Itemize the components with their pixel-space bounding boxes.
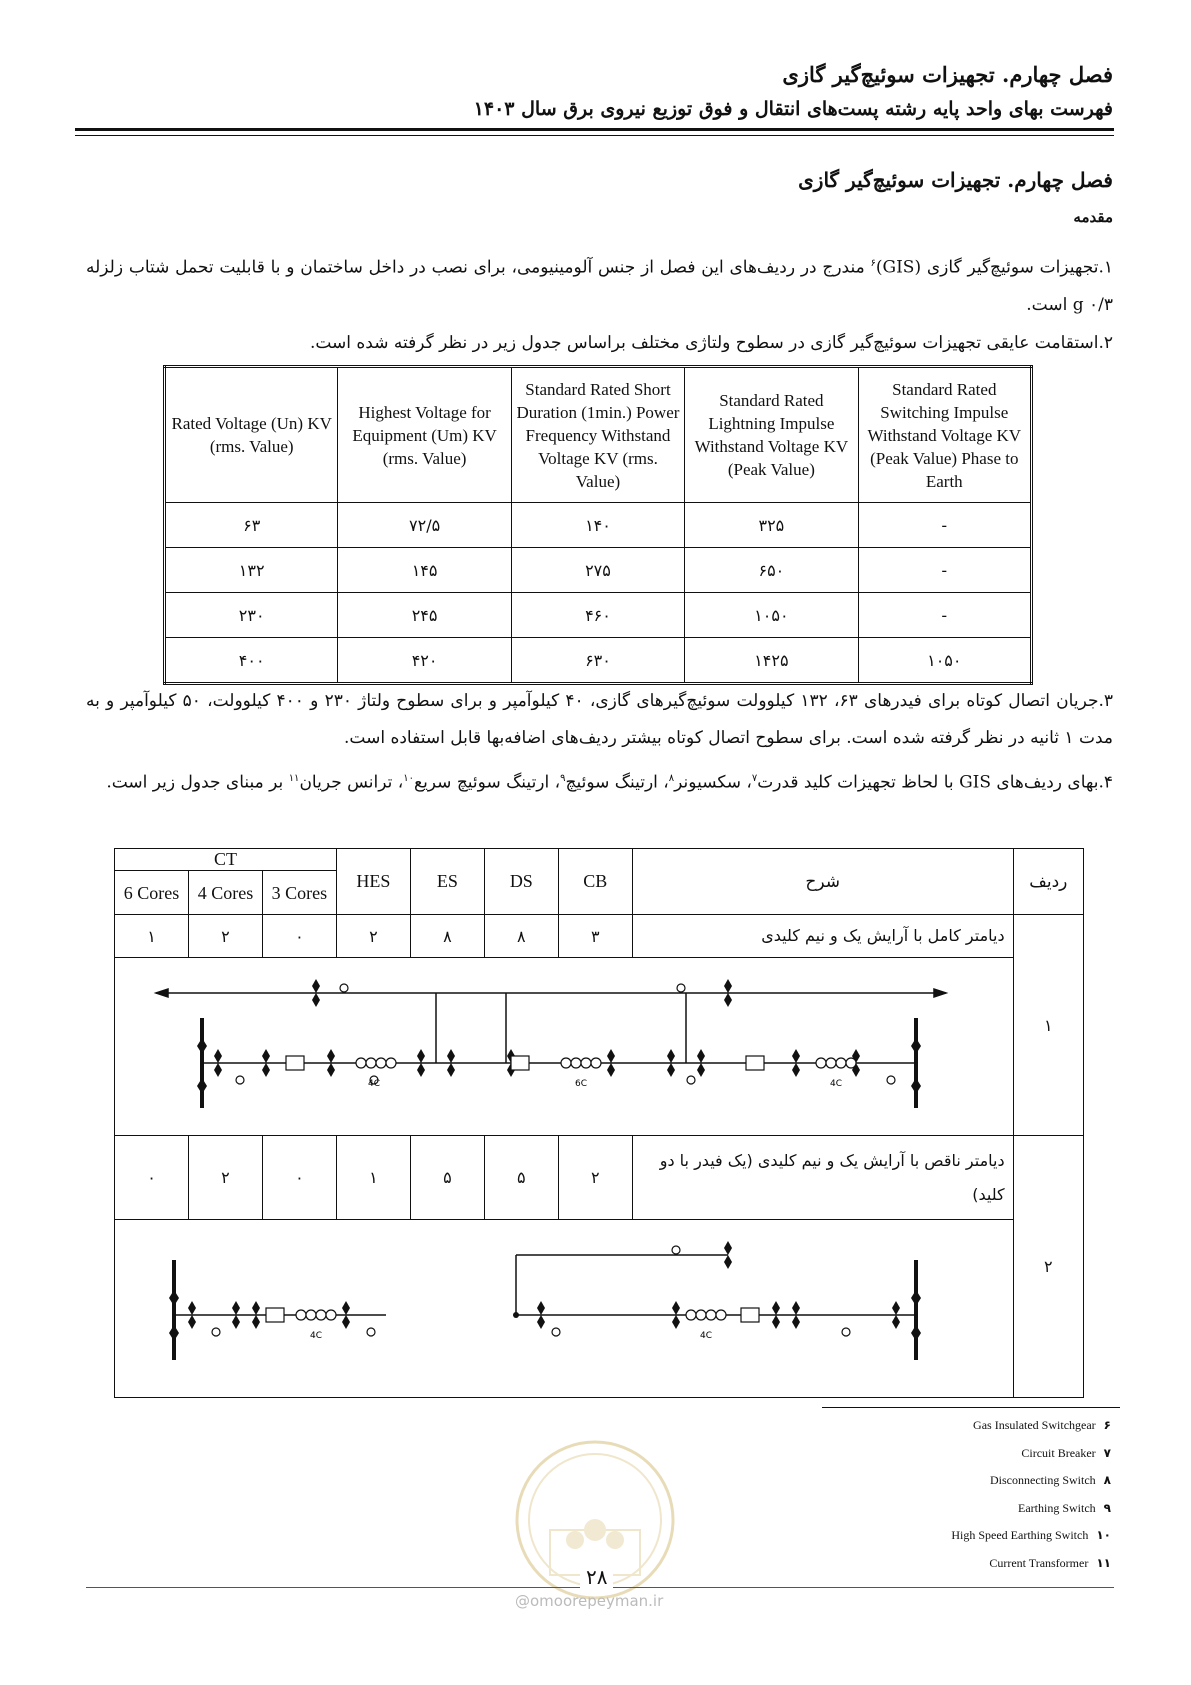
desc-header: شرح — [632, 849, 1013, 915]
section-title: فصل چهارم. تجهیزات سوئیچ‌گیر گازی — [798, 168, 1113, 192]
col-header: Standard Rated Short Duration (1min.) Power Frequency Withstand Voltage KV (rms. Value) — [511, 367, 684, 503]
col-header: Rated Voltage (Un) KV (rms. Value) — [165, 367, 338, 503]
table-cell: - — [858, 593, 1031, 638]
table-row — [165, 593, 1032, 638]
table-cell: ۴۰۰ — [165, 638, 338, 684]
table-cell: ۶۵۰ — [685, 548, 858, 593]
ct-6c-label: 6C — [575, 1079, 588, 1089]
desc-cell: دیامتر ناقص با آرایش یک و نیم کلیدی (یک فیدر با دو کلید) — [632, 1136, 1013, 1220]
ct3-cell: ۰ — [262, 1136, 336, 1220]
table-cell: ۲۷۵ — [511, 548, 684, 593]
table-row — [165, 503, 1032, 548]
footnote-ref: ۶ — [870, 258, 876, 269]
paragraph-4: ۴.بهای ردیف‌های GIS با لحاظ تجهیزات کلید قدرت$^۷$، سکسیونر$^۸$، ارتینگ سوئیچ$^۹$، ارتینگ سوئیچ سریع$^{۱۰}$، ترانس جریان$^{۱۱}$ بر مبنای جدول زیر است. — [106, 772, 1113, 793]
table-row — [115, 1136, 1084, 1220]
table-cell: ۶۳ — [165, 503, 338, 548]
paragraph-3: ۳.جریان اتصال کوتاه برای فیدرهای ۶۳، ۱۳۲ کیلوولت سوئیچ‌گیرهای گازی، ۴۰ کیلوآمپر و برای سطوح ولتاژ ۲۳۰ و ۴۰۰ کیلوولت، ۵۰ کیلوآمپر و به مدت ۱ ثانیه در نظر گرفته شده است. برای سطوح اتصال کوتاه بیشتر ردیف‌های اضافه‌بها قابل استفاده است. — [86, 691, 1114, 748]
table-cell: ۷۲/۵ — [338, 503, 511, 548]
price-list-header: فهرست بهای واحد پایه رشته پست‌های انتقال و فوق توزیع نیروی برق سال ۱۴۰۳ — [473, 98, 1113, 120]
table-cell: ۱۴۲۵ — [685, 638, 858, 684]
ct6-cell: ۰ — [115, 1136, 189, 1220]
col-header: Standard Rated Switching Impulse Withstand Voltage KV (Peak Value) Phase to Earth — [858, 367, 1031, 503]
ct4-header: 4 Cores — [188, 871, 262, 915]
cb-header: CB — [558, 849, 632, 915]
es-cell: ۸ — [410, 915, 484, 958]
table-cell: ۱۴۵ — [338, 548, 511, 593]
ct3-cell: ۰ — [262, 915, 336, 958]
header-rule — [75, 128, 1114, 131]
table-cell: ۱۰۵۰ — [685, 593, 858, 638]
insulation-table — [163, 365, 1033, 685]
ct3-header: 3 Cores — [262, 871, 336, 915]
col-header: Standard Rated Lightning Impulse Withstand Voltage KV (Peak Value) — [685, 367, 858, 503]
ct-4c-label: 4C — [700, 1331, 713, 1341]
row-no-cell: ۲ — [1013, 1136, 1083, 1398]
table-cell: - — [858, 548, 1031, 593]
col-header: Highest Voltage for Equipment (Um) KV (rms. Value) — [338, 367, 511, 503]
es-cell: ۵ — [410, 1136, 484, 1220]
table-cell: ۱۴۰ — [511, 503, 684, 548]
header-rule-thin — [75, 135, 1114, 136]
ct-4c-label: 4C — [368, 1079, 381, 1089]
ct4-cell: ۲ — [188, 1136, 262, 1220]
ds-cell: ۵ — [484, 1136, 558, 1220]
footnote: Disconnecting Switch ۸ — [990, 1473, 1111, 1487]
table-cell: ۲۳۰ — [165, 593, 338, 638]
ct6-header: 6 Cores — [115, 871, 189, 915]
ct-4c-label: 4C — [310, 1331, 323, 1341]
hes-cell: ۱ — [336, 1136, 410, 1220]
cb-cell: ۳ — [558, 915, 632, 958]
table-cell: - — [858, 503, 1031, 548]
table-cell: ۶۳۰ — [511, 638, 684, 684]
row-no-header: ردیف — [1013, 849, 1083, 915]
ct-4c-label: 4C — [830, 1079, 843, 1089]
ct6-cell: ۱ — [115, 915, 189, 958]
paragraph-1: ۱.تجهیزات سوئیچ‌گیر گازی (GIS)$^۶$ مندرج در ردیف‌های این فصل از جنس آلومینیومی، برای نصب در داخل ساختمان و با قابلیت تحمل شتاب زلزله g ۰/۳ است. — [86, 257, 1114, 315]
full-diameter-diagram — [116, 958, 1011, 1130]
table-cell: ۴۶۰ — [511, 593, 684, 638]
ct-header: CT — [115, 849, 337, 871]
single-line-diagram-1 — [115, 958, 1014, 1136]
table-cell: ۱۰۵۰ — [858, 638, 1031, 684]
page-number: ۲۸ — [580, 1565, 613, 1589]
single-line-diagram-2 — [115, 1220, 1014, 1398]
ds-header: DS — [484, 849, 558, 915]
partial-diameter-diagram — [116, 1220, 1011, 1392]
table-cell: ۱۳۲ — [165, 548, 338, 593]
table-cell: ۴۲۰ — [338, 638, 511, 684]
intro-heading: مقدمه — [1073, 208, 1113, 226]
desc-cell: دیامتر کامل با آرایش یک و نیم کلیدی — [632, 915, 1013, 958]
footnote: Gas Insulated Switchgear ۶ — [973, 1418, 1111, 1432]
es-header: ES — [410, 849, 484, 915]
gis-price-table — [114, 848, 1084, 1398]
footnote: Current Transformer ۱۱ — [989, 1556, 1111, 1570]
paragraph-2: ۲.استقامت عایقی تجهیزات سوئیچ‌گیر گازی در سطوح ولتاژی مختلف براساس جدول زیر در نظر گرفته شده است. — [309, 333, 1113, 353]
watermark-text: @omoorepeyman.ir — [515, 1592, 664, 1610]
ds-cell: ۸ — [484, 915, 558, 958]
hes-header: HES — [336, 849, 410, 915]
footnote: High Speed Earthing Switch ۱۰ — [951, 1528, 1111, 1542]
table-cell: ۲۴۵ — [338, 593, 511, 638]
row-no-cell: ۱ — [1013, 915, 1083, 1136]
table-row — [165, 548, 1032, 593]
chapter-header: فصل چهارم. تجهیزات سوئیچ‌گیر گازی — [782, 62, 1113, 87]
footnote: Circuit Breaker ۷ — [1021, 1446, 1111, 1460]
ct4-cell: ۲ — [188, 915, 262, 958]
table-row — [165, 638, 1032, 684]
hes-cell: ۲ — [336, 915, 410, 958]
cb-cell: ۲ — [558, 1136, 632, 1220]
footnote-rule — [822, 1407, 1120, 1408]
footnote: Earthing Switch ۹ — [1018, 1501, 1111, 1515]
table-row — [115, 915, 1084, 958]
table-cell: ۳۲۵ — [685, 503, 858, 548]
